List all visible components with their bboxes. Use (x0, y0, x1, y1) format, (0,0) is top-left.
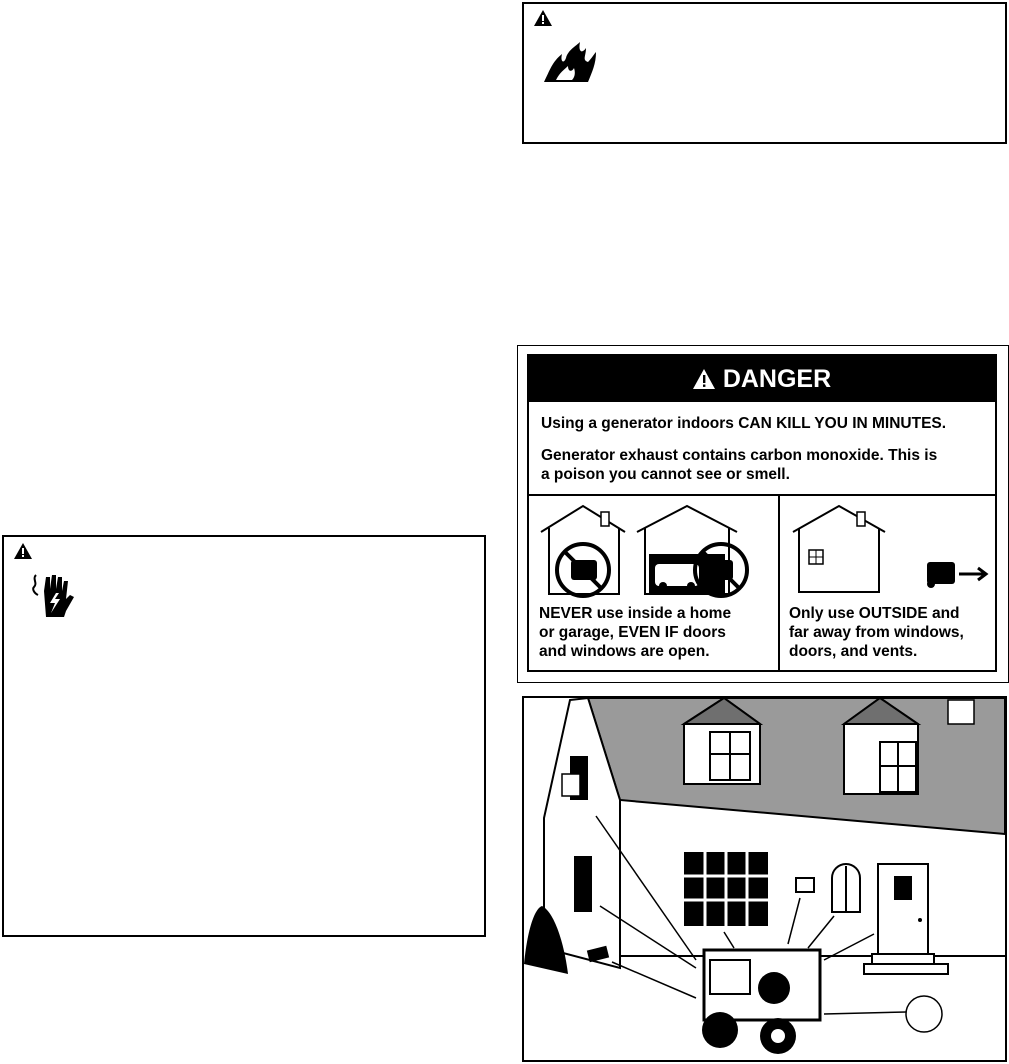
danger-line-1: Using a generator indoors CAN KILL YOU IN MINUTES. (541, 415, 947, 432)
house-illustration (522, 696, 1007, 1062)
danger-label (517, 345, 1009, 683)
warning-triangle-icon (534, 10, 552, 26)
outdoor-caption-line: far away from windows, (789, 624, 964, 641)
fire-warning-box (522, 2, 1007, 144)
danger-line-2a: Generator exhaust contains carbon monoxide. This is (541, 447, 938, 464)
danger-label-frame (527, 354, 997, 672)
outdoor-use-pictogram (785, 502, 995, 602)
indoor-caption-line: NEVER use inside a home (539, 605, 732, 622)
prohibited-icon (557, 544, 609, 596)
outdoor-caption-line: Only use OUTSIDE and (789, 605, 960, 622)
electric-shock-hand-icon (26, 571, 78, 619)
shock-warning-box (2, 535, 486, 937)
warning-triangle-icon (693, 368, 715, 390)
divider (778, 496, 780, 672)
outdoor-caption-line: doors, and vents. (789, 643, 918, 660)
divider (529, 494, 995, 496)
outdoor-caption (789, 604, 1009, 661)
warning-triangle-icon (14, 543, 32, 559)
indoor-caption (539, 604, 769, 661)
fire-icon (542, 40, 598, 84)
indoor-caption-line: or garage, EVEN IF doors (539, 624, 726, 641)
indoor-prohibited-pictogram (537, 502, 769, 602)
danger-line-2b: a poison you cannot see or smell. (541, 466, 790, 483)
indoor-caption-line: and windows are open. (539, 643, 710, 660)
danger-header (529, 356, 995, 402)
generator-placement-illustration (524, 698, 1005, 1060)
danger-title: DANGER (722, 364, 832, 393)
